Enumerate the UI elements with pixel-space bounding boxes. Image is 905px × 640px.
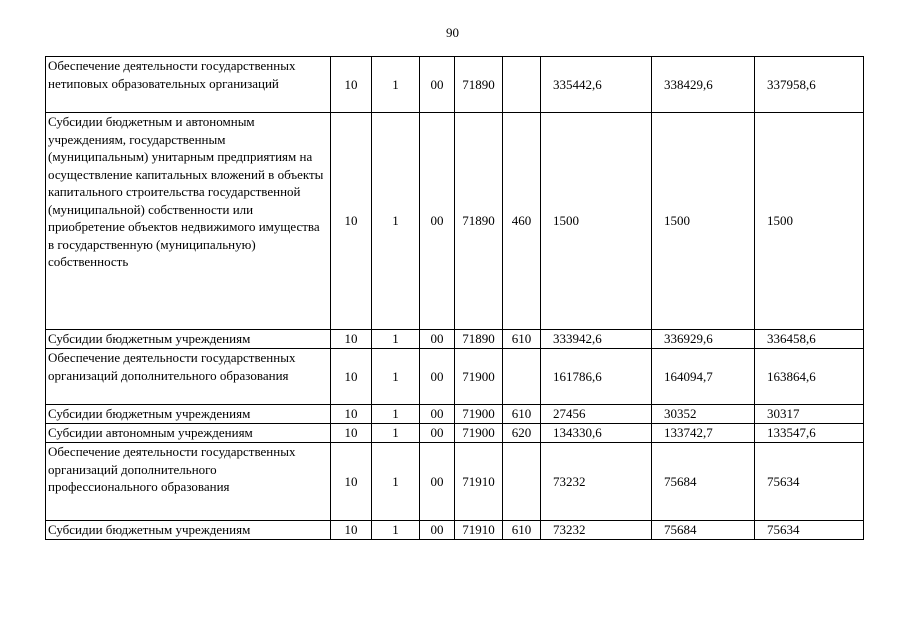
target-code: 71910 <box>455 443 503 521</box>
target-code: 71910 <box>455 521 503 540</box>
table-row <box>46 349 864 405</box>
row-name: Субсидии автономным учреждениям <box>46 424 331 443</box>
table-row <box>46 330 864 349</box>
row-name: Субсидии бюджетным учреждениям <box>46 521 331 540</box>
amount-year-3: 163864,6 <box>755 349 864 405</box>
target-code: 71890 <box>455 330 503 349</box>
program-code: 00 <box>420 113 455 330</box>
section-code: 10 <box>331 443 372 521</box>
section-code: 10 <box>331 521 372 540</box>
amount-year-3: 75634 <box>755 521 864 540</box>
page-number: 90 <box>446 25 459 40</box>
row-name: Субсидии бюджетным и автономным учреждениям, государственным (муниципальным) унитарным предприятиям на осуществление капитальных вложений в объекты капитального строительства государственной (муниципальной) собственности или приобретение объектов недвижимого имущества в государственную (муниципальную) собственность <box>46 113 331 330</box>
amount-year-2: 75684 <box>652 521 755 540</box>
expense-type-code <box>503 349 541 405</box>
program-code: 00 <box>420 405 455 424</box>
section-code: 10 <box>331 405 372 424</box>
amount-year-1: 1500 <box>541 113 652 330</box>
row-name: Обеспечение деятельности государственных нетиповых образовательных организаций <box>46 57 331 113</box>
subsection-code: 1 <box>372 424 420 443</box>
amount-year-1: 335442,6 <box>541 57 652 113</box>
expense-type-code: 610 <box>503 405 541 424</box>
table-row <box>46 424 864 443</box>
section-code: 10 <box>331 57 372 113</box>
row-name: Обеспечение деятельности государственных организаций дополнительного образования <box>46 349 331 405</box>
subsection-code: 1 <box>372 349 420 405</box>
row-name: Субсидии бюджетным учреждениям <box>46 330 331 349</box>
subsection-code: 1 <box>372 113 420 330</box>
amount-year-2: 336929,6 <box>652 330 755 349</box>
amount-year-3: 1500 <box>755 113 864 330</box>
program-code: 00 <box>420 424 455 443</box>
amount-year-1: 73232 <box>541 443 652 521</box>
section-code: 10 <box>331 349 372 405</box>
program-code: 00 <box>420 57 455 113</box>
section-code: 10 <box>331 330 372 349</box>
amount-year-3: 75634 <box>755 443 864 521</box>
amount-year-2: 1500 <box>652 113 755 330</box>
subsection-code: 1 <box>372 330 420 349</box>
target-code: 71890 <box>455 113 503 330</box>
table-row <box>46 113 864 330</box>
amount-year-2: 133742,7 <box>652 424 755 443</box>
amount-year-3: 30317 <box>755 405 864 424</box>
amount-year-1: 27456 <box>541 405 652 424</box>
expense-type-code <box>503 443 541 521</box>
amount-year-2: 338429,6 <box>652 57 755 113</box>
expense-type-code: 610 <box>503 330 541 349</box>
target-code: 71900 <box>455 424 503 443</box>
amount-year-1: 161786,6 <box>541 349 652 405</box>
amount-year-3: 336458,6 <box>755 330 864 349</box>
row-name: Обеспечение деятельности государственных организаций дополнительного профессионального образования <box>46 443 331 521</box>
subsection-code: 1 <box>372 521 420 540</box>
table-row <box>46 443 864 521</box>
amount-year-2: 30352 <box>652 405 755 424</box>
expense-type-code <box>503 57 541 113</box>
target-code: 71900 <box>455 349 503 405</box>
subsection-code: 1 <box>372 57 420 113</box>
section-code: 10 <box>331 424 372 443</box>
program-code: 00 <box>420 330 455 349</box>
target-code: 71900 <box>455 405 503 424</box>
expense-type-code: 610 <box>503 521 541 540</box>
subsection-code: 1 <box>372 405 420 424</box>
amount-year-1: 73232 <box>541 521 652 540</box>
amount-year-3: 337958,6 <box>755 57 864 113</box>
table-row <box>46 405 864 424</box>
program-code: 00 <box>420 443 455 521</box>
table-row <box>46 521 864 540</box>
subsection-code: 1 <box>372 443 420 521</box>
program-code: 00 <box>420 349 455 405</box>
section-code: 10 <box>331 113 372 330</box>
amount-year-1: 333942,6 <box>541 330 652 349</box>
program-code: 00 <box>420 521 455 540</box>
budget-table <box>45 56 864 540</box>
amount-year-3: 133547,6 <box>755 424 864 443</box>
row-name: Субсидии бюджетным учреждениям <box>46 405 331 424</box>
amount-year-1: 134330,6 <box>541 424 652 443</box>
expense-type-code: 460 <box>503 113 541 330</box>
target-code: 71890 <box>455 57 503 113</box>
table-row <box>46 57 864 113</box>
amount-year-2: 164094,7 <box>652 349 755 405</box>
amount-year-2: 75684 <box>652 443 755 521</box>
expense-type-code: 620 <box>503 424 541 443</box>
